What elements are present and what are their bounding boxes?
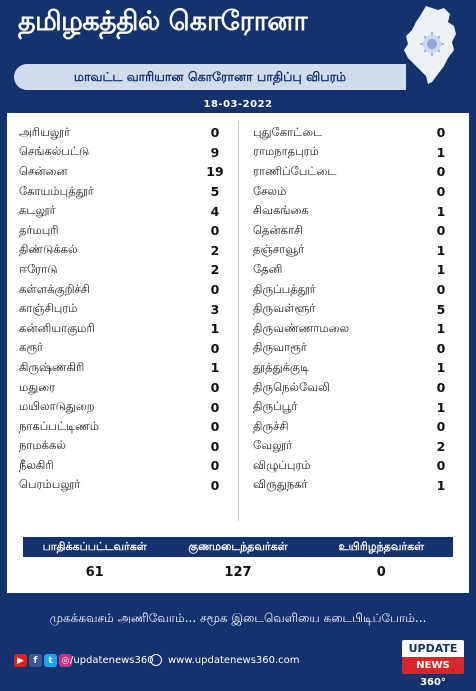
footer bbox=[0, 642, 476, 688]
district-count: 3 bbox=[210, 301, 220, 317]
affected-count: 61 bbox=[85, 564, 104, 580]
district-name: கன்னியாகுமரி bbox=[19, 320, 95, 335]
district-name: மயிலாடுதுறை bbox=[19, 399, 95, 414]
list-item bbox=[253, 280, 453, 300]
district-name: சிவகங்கை bbox=[253, 203, 309, 218]
district-name: நாமக்கல் bbox=[19, 438, 66, 453]
list-item bbox=[253, 201, 453, 221]
deaths-label: உயிரிழந்தவர்கள் bbox=[338, 539, 425, 553]
district-count: 0 bbox=[436, 125, 446, 141]
list-item bbox=[19, 456, 227, 476]
header bbox=[0, 0, 476, 60]
district-count: 0 bbox=[436, 282, 446, 298]
report-date: 18-03-2022 bbox=[203, 99, 273, 110]
district-name: காஞ்சிபுரம் bbox=[19, 301, 78, 316]
district-name: ராணிப்பேட்டை bbox=[253, 163, 337, 178]
list-item bbox=[253, 417, 453, 437]
recovered-label: குணமடைந்தவர்கள் bbox=[188, 539, 288, 553]
district-count: 0 bbox=[436, 380, 446, 396]
district-count: 0 bbox=[210, 438, 220, 454]
district-count: 19 bbox=[206, 164, 224, 180]
facebook-icon[interactable]: f bbox=[29, 654, 42, 667]
district-name: கிருஷ்ணகிரி bbox=[19, 359, 85, 374]
affected-label: பாதிக்கப்பட்டவர்கள் bbox=[42, 539, 147, 553]
district-count: 0 bbox=[210, 223, 220, 239]
list-item bbox=[19, 358, 227, 378]
list-item bbox=[253, 456, 453, 476]
district-list-right bbox=[253, 123, 453, 495]
list-item bbox=[253, 299, 453, 319]
district-name: செங்கல்பட்டு bbox=[19, 144, 90, 159]
district-name: நீலகிரி bbox=[19, 457, 54, 472]
list-item bbox=[19, 221, 227, 241]
district-count: 1 bbox=[436, 360, 446, 376]
subtitle: மாவட்ட வாரியான கொரோனா பாதிப்பு விபரம் bbox=[73, 69, 347, 84]
district-name: தூத்துக்குடி bbox=[253, 359, 310, 374]
district-name: ராமநாதபுரம் bbox=[253, 144, 319, 159]
list-item bbox=[253, 221, 453, 241]
district-count: 0 bbox=[436, 184, 446, 200]
district-name: திருவண்ணாமலை bbox=[253, 320, 350, 335]
district-name: தேனி bbox=[253, 261, 283, 276]
district-count: 1 bbox=[436, 144, 446, 160]
tamil-nadu-map-icon bbox=[398, 4, 470, 86]
district-count: 1 bbox=[210, 321, 220, 337]
globe-icon bbox=[150, 654, 162, 666]
social-icons bbox=[14, 654, 72, 667]
list-item bbox=[19, 378, 227, 398]
district-count: 0 bbox=[436, 458, 446, 474]
list-item bbox=[19, 123, 227, 143]
district-name: அரியலூர் bbox=[19, 124, 70, 139]
district-name: கோயம்புத்தூர் bbox=[19, 183, 94, 198]
district-count: 0 bbox=[210, 399, 220, 415]
list-item bbox=[253, 358, 453, 378]
totals-header bbox=[23, 537, 453, 557]
district-count: 0 bbox=[436, 419, 446, 435]
district-name: கடலூர் bbox=[19, 203, 56, 218]
district-count: 1 bbox=[436, 399, 446, 415]
district-name: புதுகோட்டை bbox=[253, 124, 323, 139]
district-name: திண்டுக்கல் bbox=[19, 242, 78, 257]
district-count: 4 bbox=[210, 203, 220, 219]
list-item bbox=[253, 397, 453, 417]
totals-values bbox=[23, 561, 453, 583]
district-count: 1 bbox=[436, 203, 446, 219]
district-name: கள்ளக்குறிச்சி bbox=[19, 281, 90, 296]
website-link[interactable]: www.updatenews360.com bbox=[168, 655, 300, 666]
column-divider bbox=[238, 121, 239, 521]
logo-top-text: UPDATE bbox=[402, 640, 464, 657]
district-count: 5 bbox=[210, 184, 220, 200]
district-name: திருச்சி bbox=[253, 418, 289, 433]
district-list-left bbox=[19, 123, 227, 495]
list-item bbox=[19, 437, 227, 457]
list-item bbox=[19, 417, 227, 437]
district-count: 0 bbox=[210, 477, 220, 493]
page-title: தமிழகத்தில் கொரோனா bbox=[18, 6, 308, 37]
district-name: திருவள்ளூர் bbox=[253, 301, 316, 316]
district-name: விருதுநகர் bbox=[253, 477, 308, 492]
district-count: 0 bbox=[210, 380, 220, 396]
list-item bbox=[253, 143, 453, 163]
district-name: மதுரை bbox=[19, 379, 56, 394]
district-count: 0 bbox=[210, 125, 220, 141]
district-name: திருநெல்வேலி bbox=[253, 379, 330, 394]
social-handle[interactable]: /updatenews360 bbox=[70, 655, 154, 666]
district-count: 1 bbox=[436, 262, 446, 278]
district-name: சென்னை bbox=[19, 163, 68, 178]
district-count: 2 bbox=[210, 262, 220, 278]
district-count: 0 bbox=[436, 164, 446, 180]
district-count: 1 bbox=[436, 477, 446, 493]
district-count: 2 bbox=[436, 438, 446, 454]
list-item bbox=[253, 319, 453, 339]
deaths-count: 0 bbox=[376, 564, 386, 580]
district-name: கரூர் bbox=[19, 340, 44, 355]
youtube-icon[interactable]: ▶ bbox=[14, 654, 27, 667]
list-item bbox=[19, 339, 227, 359]
district-name: திருப்பத்தூர் bbox=[253, 281, 316, 296]
list-item bbox=[253, 339, 453, 359]
district-name: சேலம் bbox=[253, 183, 287, 198]
district-name: ஈரோடு bbox=[19, 261, 58, 276]
list-item bbox=[253, 378, 453, 398]
list-item bbox=[19, 280, 227, 300]
district-count: 0 bbox=[210, 419, 220, 435]
list-item bbox=[253, 182, 453, 202]
list-item bbox=[19, 319, 227, 339]
district-count: 2 bbox=[210, 242, 220, 258]
district-name: வேலூர் bbox=[253, 438, 293, 453]
list-item bbox=[19, 476, 227, 496]
district-count: 0 bbox=[210, 458, 220, 474]
list-item bbox=[253, 162, 453, 182]
update-news-logo bbox=[402, 640, 464, 688]
list-item bbox=[253, 123, 453, 143]
list-item bbox=[253, 241, 453, 261]
instagram-icon[interactable]: ◎ bbox=[59, 654, 72, 667]
district-count: 1 bbox=[436, 242, 446, 258]
district-count: 0 bbox=[436, 223, 446, 239]
district-count: 0 bbox=[436, 340, 446, 356]
list-item bbox=[19, 162, 227, 182]
list-item bbox=[19, 182, 227, 202]
district-name: விழுப்புரம் bbox=[253, 457, 311, 472]
district-name: தஞ்சாவூர் bbox=[253, 242, 305, 257]
district-name: தென்காசி bbox=[253, 222, 303, 237]
list-item bbox=[19, 260, 227, 280]
district-name: தர்மபுரி bbox=[19, 222, 59, 237]
subtitle-bar bbox=[14, 64, 406, 90]
district-name: நாகப்பட்டிணம் bbox=[19, 418, 100, 433]
list-item bbox=[19, 201, 227, 221]
district-count: 1 bbox=[436, 321, 446, 337]
list-item bbox=[19, 241, 227, 261]
list-item bbox=[253, 476, 453, 496]
safety-slogan: முகக்கவசம் அணிவோம்... சமூக இடைவெளியை கடைபிடிப்போம்... bbox=[49, 611, 427, 625]
district-name: பெரம்பலூர் bbox=[19, 477, 81, 492]
list-item bbox=[19, 299, 227, 319]
district-panel bbox=[7, 113, 469, 593]
district-name: திருப்பூர் bbox=[253, 399, 298, 414]
district-count: 0 bbox=[210, 282, 220, 298]
list-item bbox=[253, 260, 453, 280]
district-count: 9 bbox=[210, 144, 220, 160]
recovered-count: 127 bbox=[224, 564, 252, 580]
list-item bbox=[19, 143, 227, 163]
district-count: 1 bbox=[210, 360, 220, 376]
district-count: 5 bbox=[436, 301, 446, 317]
district-name: திருவாரூர் bbox=[253, 340, 307, 355]
twitter-icon[interactable]: t bbox=[44, 654, 57, 667]
district-count: 0 bbox=[210, 340, 220, 356]
list-item bbox=[253, 437, 453, 457]
logo-bottom-text: NEWS 360° bbox=[402, 657, 464, 674]
list-item bbox=[19, 397, 227, 417]
